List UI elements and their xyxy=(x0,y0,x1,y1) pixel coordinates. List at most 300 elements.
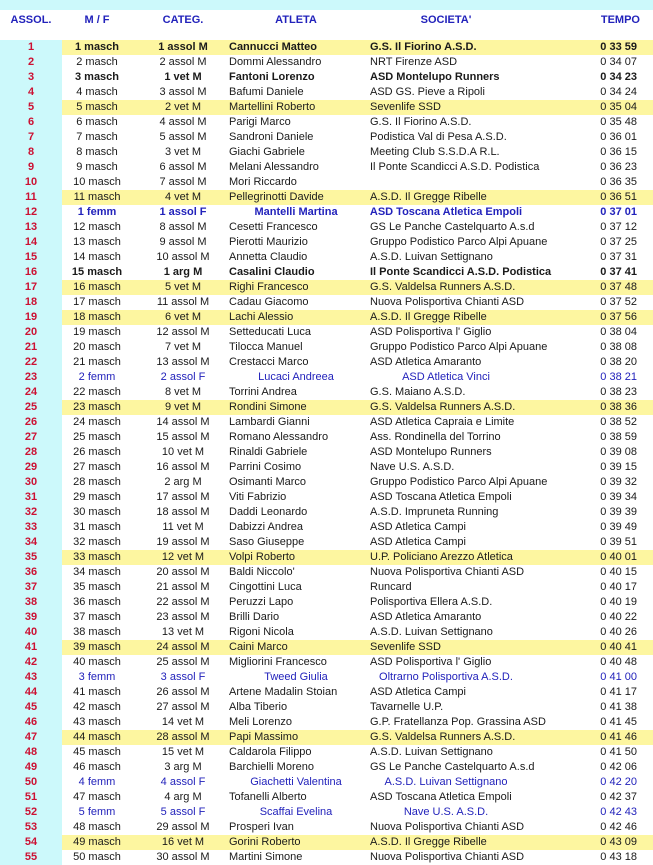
header-mf: M / F xyxy=(84,14,110,26)
cell-position: 25 xyxy=(24,401,38,413)
cell-athlete: Martini Simone xyxy=(229,851,303,863)
cell-time: 0 40 22 xyxy=(600,611,637,623)
cell-category: 4 assol M xyxy=(159,116,207,128)
cell-position: 32 xyxy=(24,506,38,518)
cell-gender-rank: 3 femm xyxy=(78,671,116,683)
cell-position: 45 xyxy=(24,701,38,713)
table-row xyxy=(0,460,653,475)
cell-club: Tavarnelle U.P. xyxy=(370,701,444,713)
header-tempo: TEMPO xyxy=(600,14,640,26)
cell-position: 38 xyxy=(24,596,38,608)
cell-gender-rank: 22 masch xyxy=(73,386,121,398)
cell-category: 2 assol M xyxy=(159,56,207,68)
cell-position: 11 xyxy=(25,191,37,203)
cell-category: 16 assol M xyxy=(156,461,210,473)
table-row xyxy=(0,550,653,565)
cell-category: 4 vet M xyxy=(164,191,202,203)
cell-position: 7 xyxy=(27,131,35,143)
cell-gender-rank: 44 masch xyxy=(73,731,121,743)
cell-time: 0 40 41 xyxy=(600,641,637,653)
cell-category: 26 assol M xyxy=(156,686,210,698)
cell-club: Runcard xyxy=(370,581,412,593)
cell-position: 47 xyxy=(24,731,38,743)
cell-club: G.S. Maiano A.S.D. xyxy=(370,386,466,398)
cell-time: 0 39 34 xyxy=(600,491,637,503)
cell-time: 0 37 12 xyxy=(600,221,637,233)
cell-time: 0 35 48 xyxy=(600,116,637,128)
cell-position: 23 xyxy=(24,371,38,383)
table-row xyxy=(0,130,653,145)
header-societa: SOCIETA' xyxy=(420,14,472,26)
cell-category: 3 assol F xyxy=(160,671,206,683)
cell-gender-rank: 2 femm xyxy=(78,371,116,383)
cell-position: 9 xyxy=(27,161,35,173)
cell-gender-rank: 1 femm xyxy=(77,206,117,218)
cell-gender-rank: 12 masch xyxy=(73,221,121,233)
header-atleta: ATLETA xyxy=(275,14,317,26)
cell-athlete: Daddi Leonardo xyxy=(229,506,308,518)
cell-athlete: Papi Massimo xyxy=(229,731,299,743)
cell-position: 48 xyxy=(24,746,38,758)
cell-category: 3 assol M xyxy=(159,86,207,98)
table-row xyxy=(0,190,653,205)
cell-position: 50 xyxy=(24,776,38,788)
cell-category: 2 assol F xyxy=(160,371,206,383)
cell-category: 7 vet M xyxy=(164,341,202,353)
top-band xyxy=(0,0,653,10)
table-row xyxy=(0,595,653,610)
cell-category: 16 vet M xyxy=(161,836,205,848)
cell-category: 18 assol M xyxy=(156,506,210,518)
table-row xyxy=(0,565,653,580)
table-row xyxy=(0,715,653,730)
cell-athlete: Giachi Gabriele xyxy=(229,146,305,158)
cell-athlete: Rinaldi Gabriele xyxy=(229,446,308,458)
cell-athlete: Prosperi Ivan xyxy=(229,821,294,833)
cell-club: ASD Toscana Atletica Empoli xyxy=(370,791,512,803)
header-categ: CATEG. xyxy=(162,14,204,26)
table-row xyxy=(0,625,653,640)
table-row xyxy=(0,580,653,595)
table-row xyxy=(0,685,653,700)
cell-gender-rank: 48 masch xyxy=(73,821,121,833)
cell-club: G.S. Valdelsa Runners A.S.D. xyxy=(370,731,516,743)
cell-athlete: Barchielli Moreno xyxy=(229,761,314,773)
table-row xyxy=(0,490,653,505)
cell-gender-rank: 25 masch xyxy=(73,431,121,443)
table-row xyxy=(0,205,653,220)
cell-athlete: Peruzzi Lapo xyxy=(229,596,294,608)
cell-athlete: Lambardi Gianni xyxy=(229,416,310,428)
cell-club: G.S. Valdelsa Runners A.S.D. xyxy=(370,281,516,293)
cell-category: 1 assol M xyxy=(158,41,208,53)
cell-time: 0 39 08 xyxy=(600,446,637,458)
cell-club: Nave U.S. A.S.D. xyxy=(403,806,489,818)
cell-gender-rank: 39 masch xyxy=(73,641,121,653)
cell-gender-rank: 23 masch xyxy=(73,401,121,413)
cell-category: 13 vet M xyxy=(161,626,205,638)
cell-position: 30 xyxy=(24,476,38,488)
cell-athlete: Crestacci Marco xyxy=(229,356,309,368)
cell-position: 37 xyxy=(24,581,38,593)
cell-position: 34 xyxy=(24,536,38,548)
cell-time: 0 40 17 xyxy=(600,581,637,593)
cell-position: 41 xyxy=(24,641,38,653)
cell-gender-rank: 18 masch xyxy=(73,311,121,323)
cell-club: Sevenlife SSD xyxy=(370,101,441,113)
cell-category: 3 vet M xyxy=(164,146,202,158)
cell-time: 0 37 31 xyxy=(600,251,637,263)
cell-athlete: Cannucci Matteo xyxy=(229,41,318,53)
cell-club: Sevenlife SSD xyxy=(370,641,441,653)
cell-position: 20 xyxy=(24,326,38,338)
cell-category: 4 assol F xyxy=(160,776,206,788)
cell-category: 23 assol M xyxy=(156,611,210,623)
cell-club: ASD Atletica Campi xyxy=(370,521,466,533)
cell-gender-rank: 7 masch xyxy=(76,131,118,143)
table-row xyxy=(0,385,653,400)
cell-club: Nuova Polisportiva Chianti ASD xyxy=(370,296,525,308)
cell-club: Nuova Polisportiva Chianti ASD xyxy=(370,851,525,863)
cell-time: 0 34 07 xyxy=(600,56,637,68)
cell-athlete: Baldi Niccolo' xyxy=(229,566,295,578)
cell-athlete: Artene Madalin Stoian xyxy=(229,686,338,698)
cell-athlete: Cesetti Francesco xyxy=(229,221,318,233)
cell-time: 0 33 59 xyxy=(600,41,637,53)
cell-gender-rank: 46 masch xyxy=(73,761,121,773)
cell-time: 0 42 37 xyxy=(600,791,637,803)
cell-club: ASD Toscana Atletica Empoli xyxy=(370,491,512,503)
cell-category: 5 assol M xyxy=(159,131,207,143)
cell-category: 8 vet M xyxy=(164,386,202,398)
cell-position: 33 xyxy=(24,521,38,533)
cell-gender-rank: 31 masch xyxy=(73,521,121,533)
cell-category: 6 vet M xyxy=(164,311,202,323)
cell-athlete: Volpi Roberto xyxy=(229,551,296,563)
cell-gender-rank: 21 masch xyxy=(73,356,121,368)
cell-athlete: Setteducati Luca xyxy=(229,326,311,338)
cell-position: 22 xyxy=(24,356,38,368)
cell-category: 17 assol M xyxy=(156,491,210,503)
table-row xyxy=(0,85,653,100)
table-row xyxy=(0,730,653,745)
table-row xyxy=(0,370,653,385)
cell-athlete: Romano Alessandro xyxy=(229,431,329,443)
cell-club: ASD Montelupo Runners xyxy=(370,446,492,458)
cell-club: A.S.D. Il Gregge Ribelle xyxy=(370,836,487,848)
cell-athlete: Fantoni Lorenzo xyxy=(229,71,315,83)
cell-category: 8 assol M xyxy=(159,221,207,233)
cell-time: 0 42 43 xyxy=(600,806,637,818)
cell-athlete: Gorini Roberto xyxy=(229,836,301,848)
cell-gender-rank: 36 masch xyxy=(73,596,121,608)
cell-position: 39 xyxy=(24,611,38,623)
cell-gender-rank: 6 masch xyxy=(76,116,118,128)
cell-club: ASD Atletica Campi xyxy=(370,686,466,698)
cell-gender-rank: 13 masch xyxy=(73,236,121,248)
cell-athlete: Sandroni Daniele xyxy=(229,131,314,143)
cell-club: G.S. Il Fiorino A.S.D. xyxy=(370,41,477,53)
cell-time: 0 37 48 xyxy=(600,281,637,293)
cell-category: 9 vet M xyxy=(164,401,202,413)
cell-gender-rank: 28 masch xyxy=(73,476,121,488)
cell-gender-rank: 32 masch xyxy=(73,536,121,548)
cell-time: 0 37 41 xyxy=(600,266,637,278)
table-row xyxy=(0,310,653,325)
cell-club: Ass. Rondinella del Torrino xyxy=(370,431,501,443)
cell-position: 52 xyxy=(24,806,38,818)
cell-position: 2 xyxy=(27,56,35,68)
cell-club: ASD Montelupo Runners xyxy=(370,71,500,83)
cell-time: 0 41 38 xyxy=(600,701,637,713)
cell-club: ASD GS. Pieve a Ripoli xyxy=(370,86,485,98)
cell-gender-rank: 40 masch xyxy=(73,656,121,668)
cell-club: ASD Polisportiva l' Giglio xyxy=(370,326,492,338)
cell-time: 0 41 46 xyxy=(600,731,637,743)
cell-club: A.S.D. Luivan Settignano xyxy=(370,626,493,638)
table-row xyxy=(0,445,653,460)
cell-time: 0 38 08 xyxy=(600,341,637,353)
cell-position: 24 xyxy=(24,386,38,398)
cell-athlete: Lachi Alessio xyxy=(229,311,294,323)
cell-category: 1 assol F xyxy=(159,206,207,218)
cell-position: 42 xyxy=(24,656,38,668)
cell-category: 12 assol M xyxy=(156,326,210,338)
cell-club: A.S.D. Impruneta Running xyxy=(370,506,499,518)
cell-time: 0 39 51 xyxy=(600,536,637,548)
cell-club: Gruppo Podistico Parco Alpi Apuane xyxy=(370,476,548,488)
cell-athlete: Martellini Roberto xyxy=(229,101,316,113)
table-row xyxy=(0,295,653,310)
cell-gender-rank: 19 masch xyxy=(73,326,121,338)
cell-athlete: Lucaci Andreea xyxy=(258,371,334,383)
cell-position: 36 xyxy=(24,566,38,578)
cell-athlete: Mori Riccardo xyxy=(229,176,297,188)
cell-category: 2 arg M xyxy=(164,476,202,488)
cell-gender-rank: 45 masch xyxy=(73,746,121,758)
cell-gender-rank: 10 masch xyxy=(73,176,121,188)
cell-athlete: Torrini Andrea xyxy=(229,386,297,398)
cell-gender-rank: 3 masch xyxy=(74,71,120,83)
cell-athlete: Dommi Alessandro xyxy=(229,56,322,68)
cell-athlete: Saso Giuseppe xyxy=(229,536,305,548)
cell-time: 0 38 04 xyxy=(600,326,637,338)
cell-category: 19 assol M xyxy=(156,536,210,548)
table-row xyxy=(0,430,653,445)
cell-gender-rank: 8 masch xyxy=(76,146,118,158)
table-row xyxy=(0,475,653,490)
cell-time: 0 39 39 xyxy=(600,506,637,518)
cell-athlete: Migliorini Francesco xyxy=(229,656,327,668)
cell-category: 20 assol M xyxy=(156,566,210,578)
cell-gender-rank: 9 masch xyxy=(76,161,118,173)
table-row xyxy=(0,745,653,760)
cell-time: 0 40 26 xyxy=(600,626,637,638)
cell-gender-rank: 35 masch xyxy=(73,581,121,593)
cell-athlete: Viti Fabrizio xyxy=(229,491,287,503)
cell-gender-rank: 24 masch xyxy=(73,416,121,428)
cell-athlete: Alba Tiberio xyxy=(229,701,288,713)
cell-time: 0 40 48 xyxy=(600,656,637,668)
cell-position: 16 xyxy=(24,266,38,278)
cell-club: A.S.D. Luivan Settignano xyxy=(384,776,508,788)
cell-club: G.S. Il Fiorino A.S.D. xyxy=(370,116,472,128)
cell-athlete: Rigoni Nicola xyxy=(229,626,294,638)
cell-athlete: Dabizzi Andrea xyxy=(229,521,303,533)
cell-time: 0 37 01 xyxy=(600,206,637,218)
cell-category: 22 assol M xyxy=(156,596,210,608)
cell-gender-rank: 16 masch xyxy=(73,281,121,293)
cell-athlete: Brilli Dario xyxy=(229,611,280,623)
cell-time: 0 40 19 xyxy=(600,596,637,608)
cell-gender-rank: 49 masch xyxy=(73,836,121,848)
cell-gender-rank: 38 masch xyxy=(73,626,121,638)
cell-athlete: Annetta Claudio xyxy=(229,251,308,263)
table-row xyxy=(0,70,653,85)
cell-club: ASD Atletica Amaranto xyxy=(370,611,482,623)
cell-club: ASD Atletica Campi xyxy=(370,536,466,548)
cell-club: GS Le Panche Castelquarto A.s.d xyxy=(370,761,535,773)
cell-gender-rank: 37 masch xyxy=(73,611,121,623)
cell-position: 35 xyxy=(24,551,38,563)
cell-club: G.P. Fratellanza Pop. Grassina ASD xyxy=(370,716,546,728)
cell-position: 8 xyxy=(27,146,35,158)
cell-position: 46 xyxy=(24,716,38,728)
cell-athlete: Righi Francesco xyxy=(229,281,309,293)
cell-category: 1 arg M xyxy=(163,266,203,278)
cell-position: 1 xyxy=(27,41,35,53)
cell-club: NRT Firenze ASD xyxy=(370,56,458,68)
cell-position: 17 xyxy=(24,281,38,293)
cell-gender-rank: 14 masch xyxy=(73,251,121,263)
table-row xyxy=(0,325,653,340)
cell-position: 55 xyxy=(24,851,38,863)
cell-position: 51 xyxy=(24,791,38,803)
cell-time: 0 38 21 xyxy=(600,371,637,383)
cell-time: 0 39 15 xyxy=(600,461,637,473)
cell-gender-rank: 4 femm xyxy=(78,776,116,788)
cell-athlete: Parigi Marco xyxy=(229,116,291,128)
cell-time: 0 38 59 xyxy=(600,431,637,443)
cell-athlete: Melani Alessandro xyxy=(229,161,319,173)
table-row xyxy=(0,55,653,70)
cell-time: 0 41 50 xyxy=(600,746,637,758)
cell-club: Podistica Val di Pesa A.S.D. xyxy=(370,131,507,143)
cell-time: 0 42 20 xyxy=(600,776,637,788)
table-row xyxy=(0,835,653,850)
cell-time: 0 42 06 xyxy=(600,761,637,773)
cell-position: 3 xyxy=(27,71,35,83)
cell-gender-rank: 17 masch xyxy=(73,296,121,308)
cell-athlete: Tweed Giulia xyxy=(264,671,328,683)
cell-athlete: Parrini Cosimo xyxy=(229,461,302,473)
table-row xyxy=(0,805,653,820)
cell-club: Nave U.S. A.S.D. xyxy=(370,461,455,473)
cell-category: 25 assol M xyxy=(156,656,210,668)
cell-position: 27 xyxy=(24,431,38,443)
cell-gender-rank: 47 masch xyxy=(73,791,121,803)
table-row xyxy=(0,505,653,520)
cell-gender-rank: 27 masch xyxy=(73,461,121,473)
cell-gender-rank: 41 masch xyxy=(73,686,121,698)
cell-athlete: Cingottini Luca xyxy=(229,581,302,593)
table-row xyxy=(0,520,653,535)
cell-position: 14 xyxy=(24,236,38,248)
cell-athlete: Casalini Claudio xyxy=(229,266,315,278)
cell-category: 10 assol M xyxy=(156,251,210,263)
cell-time: 0 38 52 xyxy=(600,416,637,428)
cell-time: 0 36 51 xyxy=(600,191,637,203)
cell-gender-rank: 33 masch xyxy=(73,551,121,563)
cell-gender-rank: 26 masch xyxy=(73,446,121,458)
table-row xyxy=(0,535,653,550)
cell-category: 27 assol M xyxy=(156,701,210,713)
cell-gender-rank: 1 masch xyxy=(74,41,120,53)
cell-gender-rank: 4 masch xyxy=(76,86,118,98)
cell-position: 12 xyxy=(24,206,38,218)
cell-time: 0 43 09 xyxy=(600,836,637,848)
cell-category: 11 assol M xyxy=(156,296,210,308)
cell-position: 49 xyxy=(24,761,38,773)
cell-gender-rank: 34 masch xyxy=(73,566,121,578)
cell-time: 0 35 04 xyxy=(600,101,637,113)
cell-club: A.S.D. Luivan Settignano xyxy=(370,251,493,263)
cell-time: 0 43 18 xyxy=(600,851,637,863)
cell-athlete: Rondini Simone xyxy=(229,401,307,413)
cell-gender-rank: 5 femm xyxy=(78,806,116,818)
cell-category: 28 assol M xyxy=(156,731,210,743)
cell-time: 0 36 23 xyxy=(600,161,637,173)
table-row xyxy=(0,340,653,355)
results-table xyxy=(0,40,653,865)
cell-club: ASD Atletica Amaranto xyxy=(370,356,482,368)
cell-gender-rank: 43 masch xyxy=(73,716,121,728)
cell-time: 0 36 01 xyxy=(600,131,637,143)
cell-category: 30 assol M xyxy=(156,851,210,863)
table-row xyxy=(0,220,653,235)
cell-category: 1 vet M xyxy=(164,71,202,83)
cell-club: ASD Polisportiva l' Giglio xyxy=(370,656,492,668)
cell-position: 10 xyxy=(24,176,38,188)
cell-time: 0 38 36 xyxy=(600,401,637,413)
cell-club: Gruppo Podistico Parco Alpi Apuane xyxy=(370,341,548,353)
table-row xyxy=(0,115,653,130)
table-row xyxy=(0,400,653,415)
cell-category: 12 vet M xyxy=(161,551,205,563)
cell-athlete: Giachetti Valentina xyxy=(250,776,342,788)
cell-club: Gruppo Podistico Parco Alpi Apuane xyxy=(370,236,548,248)
cell-time: 0 41 17 xyxy=(600,686,637,698)
cell-position: 13 xyxy=(24,221,38,233)
cell-position: 54 xyxy=(24,836,38,848)
cell-gender-rank: 30 masch xyxy=(73,506,121,518)
table-row xyxy=(0,700,653,715)
cell-club: Oltrarno Polisportiva A.S.D. xyxy=(379,671,513,683)
table-row xyxy=(0,40,653,55)
cell-club: U.P. Policiano Arezzo Atletica xyxy=(370,551,513,563)
cell-time: 0 42 46 xyxy=(600,821,637,833)
table-row xyxy=(0,670,653,685)
cell-time: 0 38 20 xyxy=(600,356,637,368)
cell-time: 0 38 23 xyxy=(600,386,637,398)
table-row xyxy=(0,175,653,190)
cell-gender-rank: 11 masch xyxy=(73,191,121,203)
cell-category: 15 assol M xyxy=(156,431,210,443)
cell-category: 2 vet M xyxy=(164,101,202,113)
cell-time: 0 34 23 xyxy=(600,71,637,83)
table-row xyxy=(0,415,653,430)
cell-time: 0 37 52 xyxy=(600,296,637,308)
